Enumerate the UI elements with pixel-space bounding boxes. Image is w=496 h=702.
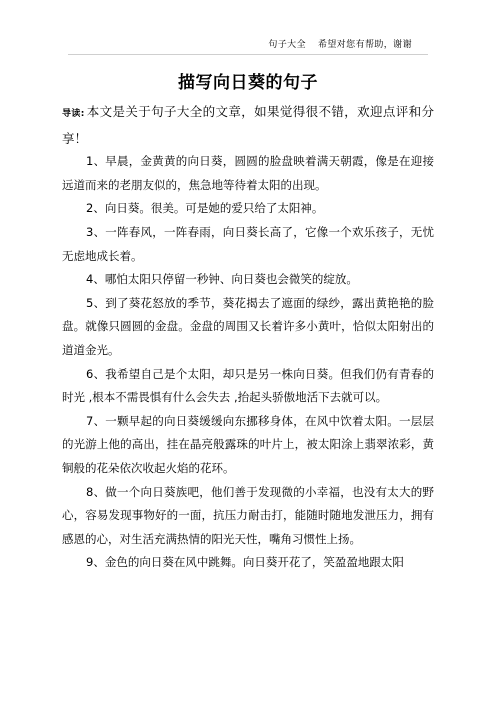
sentence-paragraph-3: 3、一阵春风，一阵春雨，向日葵长高了，它像一个欢乐孩子，无忧无虑地成长着。 (62, 224, 434, 263)
sentence-paragraph-8: 8、做一个向日葵族吧，他们善于发现微的小幸福，也没有太大的野心，容易发现事物好的一面，抗压力耐击打，能随时随地发泄压力，拥有感恩的心，对生活充满热情的阳光天性，嘴角习惯性上扬。 (62, 484, 434, 546)
intro-text: 本文是关于句子大全的文章，如果觉得很不错，欢迎点评和分享！ (62, 104, 434, 146)
sentence-paragraph-1: 1、早晨，金黄黄的向日葵，圆圆的脸盘映着满天朝霞，像是在迎接远道而来的老朋友似的，焦急地等待着太阳的出现。 (62, 154, 434, 192)
sentence-paragraph-5: 5、到了葵花怒放的季节，葵花揭去了遮面的绿纱，露出黄艳艳的脸盘。就像只圆圆的金盘。金盘的周围又长着许多小黄叶，恰似太阳射出的道道金光。 (62, 295, 434, 357)
sentence-paragraph-6: 6、我希望自己是个太阳，却只是另一株向日葵。但我们仍有青春的时光 ,根本不需畏惧有什么会失去 ,抬起头骄傲地活下去就可以。 (62, 366, 434, 405)
header-slogan: 希望对您有帮助，谢谢 (317, 40, 412, 50)
sentence-paragraph-4: 4、哪怕太阳只停留一秒钟、向日葵也会微笑的绽放。 (86, 272, 358, 287)
intro-label: 导读: (62, 109, 85, 119)
page-header (268, 37, 412, 50)
intro-paragraph (62, 100, 434, 150)
header-site-name: 句子大全 (268, 40, 306, 50)
sentence-paragraph-2: 2、向日葵。很美。可是她的爱只给了太阳神。 (86, 201, 324, 216)
document-title: 描写向日葵的句子 (178, 73, 318, 93)
document-body (62, 100, 434, 575)
header-divider (68, 54, 428, 55)
sentence-paragraph-7: 7、一颗早起的向日葵缓缓向东挪移身体，在风中饮着太阳。一层层的光游上他的高出，挂在晶亮般露珠的叶片上，被太阳涂上翡翠浓彩，黄铜般的花朵依次收起火焰的花环。 (62, 413, 434, 475)
sentence-paragraph-9: 9、金色的向日葵在风中跳舞。向日葵开花了，笑盈盈地跟太阳 (86, 555, 404, 570)
